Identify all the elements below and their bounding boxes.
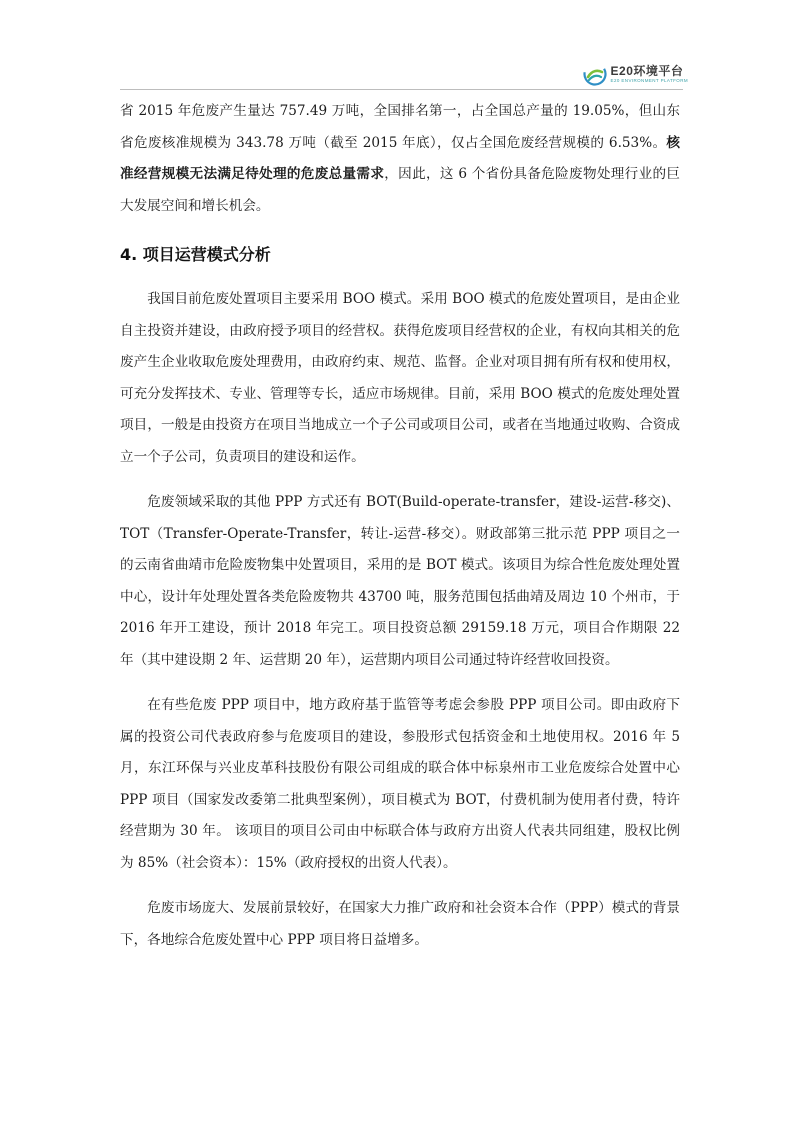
paragraph-bot-tot: 危废领域采取的其他 PPP 方式还有 BOT(Build-operate-transfer，建设-运营-移交)、TOT（Transfer-Operate-Transfer，转让-运营-移交）。财政部第三批示范 PPP 项目之一的云南省曲靖市危险废物集中处置项目，采用的是 BOT 模式。该项目为综合性危废处理处置中心，设计年处理处置各类危险废物共 43700 吨，服务范围包括曲靖及周边 10 个州市，于 2016 年开工建设，预计 2018 年完工。项目投资总额 29159.18 万元，项目合作期限 22 年（其中建设期 2 年、运营期 20 年），运营期内项目公司通过特许经营收回投资。 [120,494,680,668]
section-heading: 4. 项目运营模式分析 [120,245,271,264]
paragraph-outlook: 危废市场庞大、发展前景较好，在国家大力推广政府和社会资本合作（PPP）模式的背景下，各地综合危废处置中心 PPP 项目将日益增多。 [120,900,680,948]
e20-logo [583,60,688,88]
paragraph-government-stake: 在有些危废 PPP 项目中，地方政府基于监管等考虑会参股 PPP 项目公司。即由政府下属的投资公司代表政府参与危废项目的建设，参股形式包括资金和土地使用权。2016 年 5 月，东江环保与兴业皮革科技股份有限公司组成的联合体中标泉州市工业危废综合处置中心 PPP 项目（国家发改委第二批典型案例），项目模式为 BOT，付费机制为使用者付费，特许经营期为 30 年。 该项目的项目公司由中标联合体与政府方出资人代表共同组建，股权比例为 85%（社会资本）：15%（政府授权的出资人代表）。 [120,697,680,871]
page-header [0,0,800,90]
paragraph-intro-bold: 核准经营规模无法满足待处理的危废总量需求 [120,134,680,182]
paragraph-intro-text-1: 省 2015 年危废产生量达 757.49 万吨，全国排名第一，占全国总产量的 19.05%，但山东省危废核准规模为 343.78 万吨（截至 2015 年底），仅占全国危废经营规模的 6.53%。 [120,103,680,151]
e20-logo-icon [583,62,607,86]
paragraph-intro [120,96,680,222]
header-divider [120,89,683,90]
document-body [120,96,680,956]
paragraph-intro-text-2: ，因此，这 6 个省份具备危险废物处理行业的巨大发展空间和增长机会。 [120,166,681,214]
paragraph-boo-model: 我国目前危废处置项目主要采用 BOO 模式。采用 BOO 模式的危废处置项目，是由企业自主投资并建设，由政府授予项目的经营权。获得危废项目经营权的企业，有权向其相关的危废产生企业收取危废处理费用，由政府约束、规范、监督。企业对项目拥有所有权和使用权，可充分发挥技术、专业、管理等专长，适应市场规律。目前，采用 BOO 模式的危废处理处置项目，一般是由投资方在项目当地成立一个子公司或项目公司，或者在当地通过收购、合资成立一个子公司，负责项目的建设和运作。 [120,291,680,465]
logo-wordmark: E20环境平台 [610,63,684,78]
logo-subtitle: E20 ENVIRONMENT PLATFORM [610,77,688,83]
